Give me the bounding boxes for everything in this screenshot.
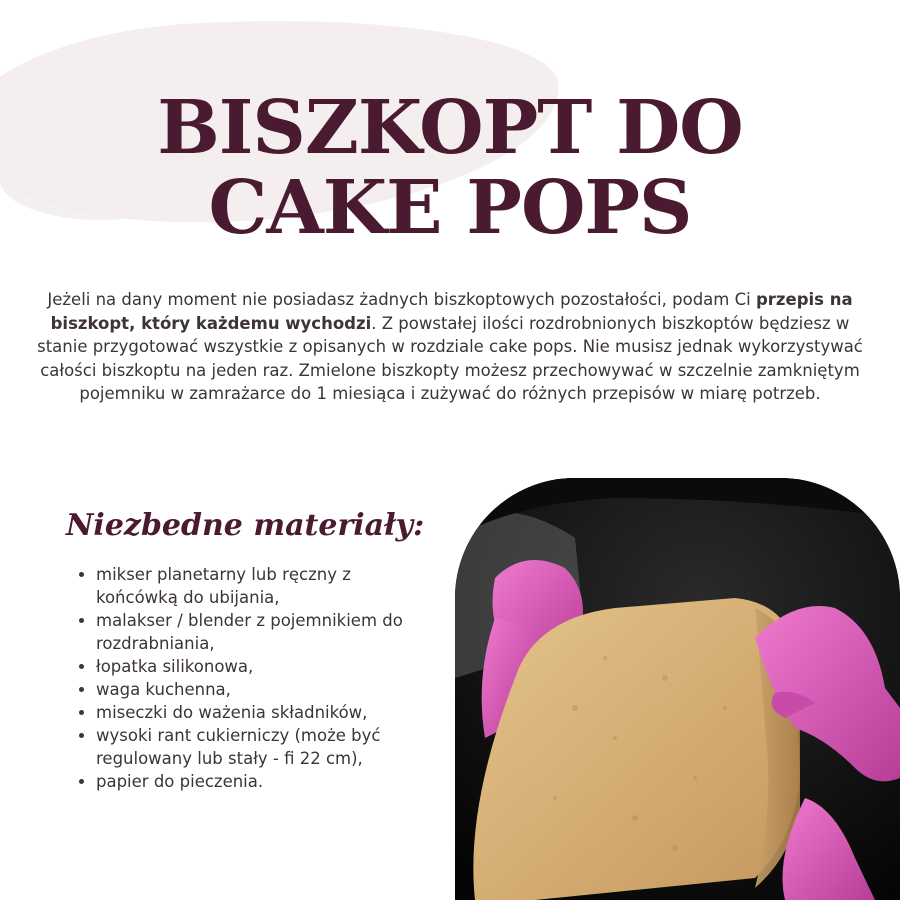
title-line-2: CAKE POPS <box>208 165 692 251</box>
sponge-cake-photo <box>455 478 900 900</box>
intro-text-bold: przepis na biszkopt, który każdemu wychodzi <box>50 290 853 333</box>
list-item: • łopatka silikonowa, <box>96 655 426 678</box>
intro-paragraph <box>30 288 870 406</box>
sponge-cake-illustration <box>455 478 900 900</box>
page-title <box>0 85 900 251</box>
list-item: • miseczki do ważenia składników, <box>96 701 426 724</box>
list-item: • wysoki rant cukierniczy (może być regulowany lub stały - fi 22 cm), <box>96 724 426 770</box>
intro-text-end: . Z powstałej ilości rozdrobnionych biszkoptów będziesz w stanie przygotować wszystkie z opisanych w rozdziale cake pops. Nie musisz jednak wykorzystywać całości biszkoptu na jeden raz. Zmielone biszkopty możesz przechowywać w szczelnie zamkniętym pojemniku w zamrażarce do 1 miesiąca i zużywać do różnych przepisów w miarę potrzeb. <box>37 313 863 403</box>
list-item: • mikser planetarny lub ręczny z końcówką do ubijania, <box>96 563 426 609</box>
intro-text-start: Jeżeli na dany moment nie posiadasz żadnych biszkoptowych pozostałości, podam Ci <box>47 290 756 309</box>
title-line-1: BISZKOPT DO <box>157 85 743 171</box>
materials-heading: Niezbedne materiały: <box>66 508 425 543</box>
materials-list <box>70 563 426 793</box>
list-item: • waga kuchenna, <box>96 678 426 701</box>
list-item: • papier do pieczenia. <box>96 770 426 793</box>
list-item: • malakser / blender z pojemnikiem do rozdrabniania, <box>96 609 426 655</box>
